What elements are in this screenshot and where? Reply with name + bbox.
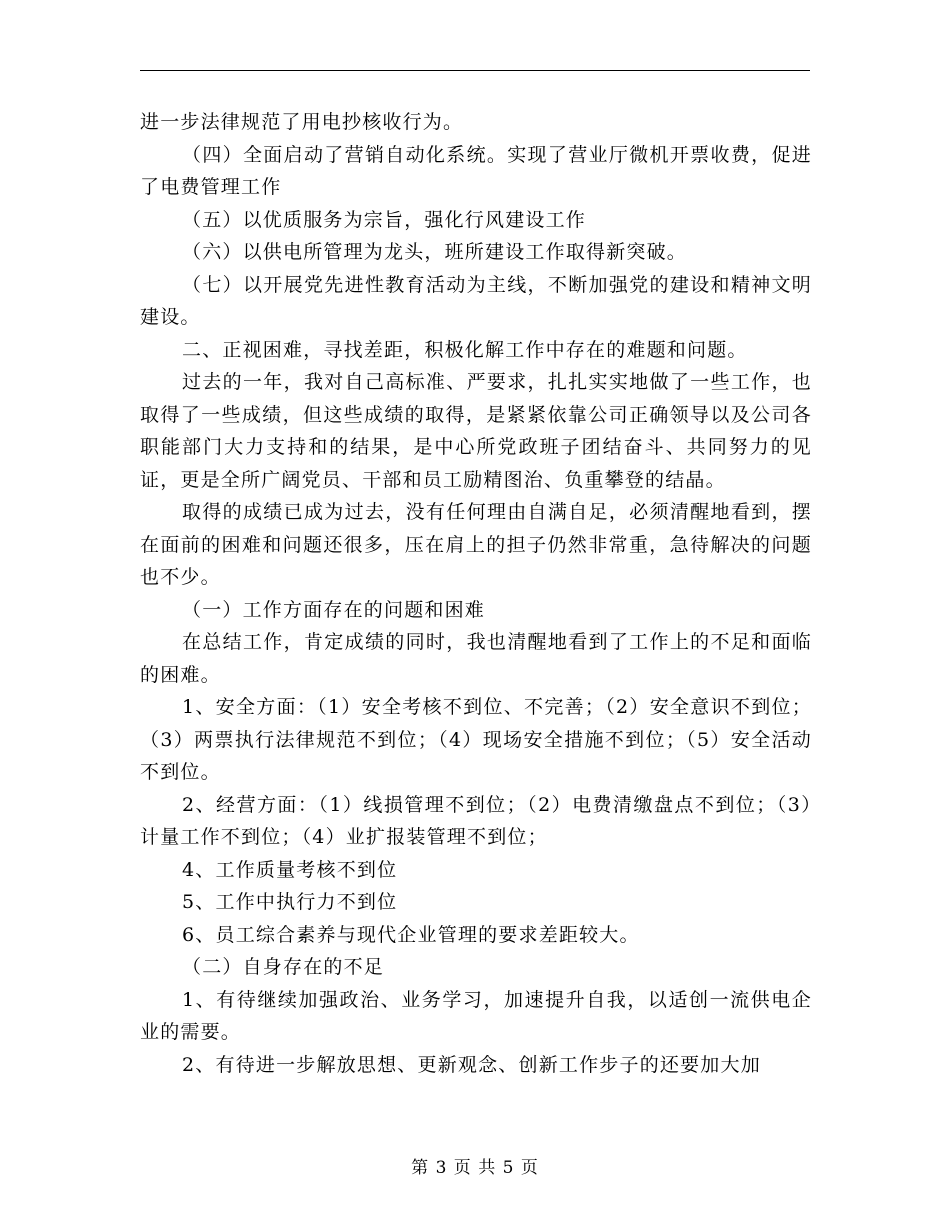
paragraph: 在总结工作，肯定成绩的同时，我也清醒地看到了工作上的不足和面临的困难。 bbox=[140, 631, 812, 686]
section-heading: 二、正视困难，寻找差距，积极化解工作中存在的难题和问题。 bbox=[182, 338, 748, 361]
list-item: 5、工作中执行力不到位 bbox=[182, 891, 398, 913]
paragraph: （六）以供电所管理为龙头，班所建设工作取得新突破。 bbox=[182, 241, 688, 263]
list-item: 6、员工综合素养与现代企业管理的要求差距较大。 bbox=[182, 923, 640, 946]
paragraph: （五）以优质服务为宗旨，强化行风建设工作 bbox=[182, 208, 587, 231]
paragraph: 取得的成绩已成为过去，没有任何理由自满自足，必须清醒地看到，摆在面前的困难和问题还很多，压在肩上的担子仍然非常重，急待解决的问题也不少。 bbox=[140, 501, 812, 588]
document-body bbox=[140, 106, 812, 1081]
subsection-heading: （二）自身存在的不足 bbox=[182, 956, 385, 978]
paragraph: 过去的一年，我对自己高标准、严要求，扎扎实实地做了一些工作，也取得了一些成绩，但这些成绩的取得，是紧紧依靠公司正确领导以及公司各职能部门大力支持和的结果，是中心所党政班子团结奋斗、共同努力的见证，更是全所广阔党员、干部和员工励精图治、负重攀登的结晶。 bbox=[140, 371, 812, 491]
subsection-heading: （一）工作方面存在的问题和困难 bbox=[182, 598, 486, 621]
list-item: 1、有待继续加强政治、业务学习，加速提升自我，以适创一流供电企业的需要。 bbox=[140, 988, 812, 1043]
paragraph: 进一步法律规范了用电抄核收行为。 bbox=[140, 111, 464, 133]
list-item: 4、工作质量考核不到位 bbox=[182, 858, 398, 881]
list-item: 1、安全方面：（1）安全考核不到位、不完善；（2）安全意识不到位；（3）两票执行法律规范不到位；（4）现场安全措施不到位；（5）安全活动不到位。 bbox=[140, 696, 812, 783]
header-rule bbox=[140, 70, 810, 71]
list-item: 2、经营方面：（1）线损管理不到位；（2）电费清缴盘点不到位；（3）计量工作不到位；（4）业扩报装管理不到位； bbox=[140, 793, 812, 848]
paragraph: （四）全面启动了营销自动化系统。实现了营业厅微机开票收费，促进了电费管理工作 bbox=[140, 143, 812, 198]
paragraph: （七）以开展党先进性教育活动为主线，不断加强党的建设和精神文明建设。 bbox=[140, 273, 812, 328]
page-number: 第 3 页 共 5 页 bbox=[411, 1158, 539, 1178]
list-item: 2、有待进一步解放思想、更新观念、创新工作步子的还要加大加 bbox=[182, 1053, 761, 1076]
